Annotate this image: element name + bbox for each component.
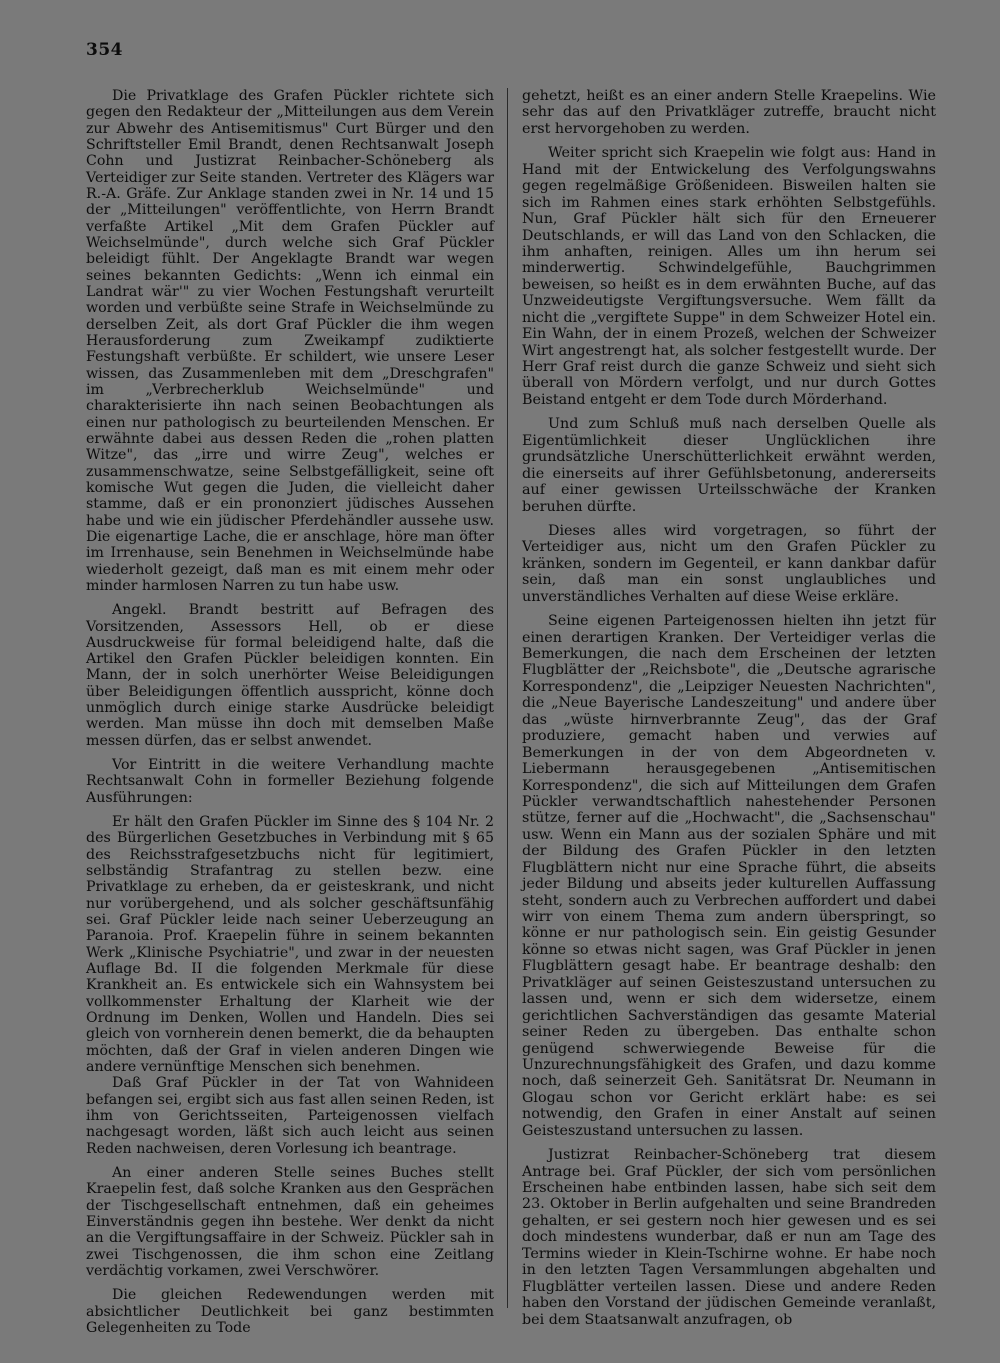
paragraph: Seine eigenen Parteigenossen hielten ihn jetzt für einen derartigen Kranken. Der Verteidiger verlas die Bemerkungen, die nach dem Erscheinen der letzten Flugblätter der „Reichsbote", die „Deutsche agrarische Korrespondenz", die „Leipziger Neuesten Nachrichten", die „Neue Bayerische Landeszeitung" und andere über das „wüste hirnverbrannte Zeug", das der Graf produziere, gemacht haben und verwies auf Bemerkungen in der von dem Abgeordneten v. Liebermann herausgegebenen „Antisemitischen Korrespondenz", die sich auf Mitteilungen dem Grafen Pückler verwandtschaftlich nahestehender Personen stütze, ferner auf die „Hochwacht", die „Sachsenschau" usw. Wenn ein Mann aus der sozialen Sphäre und mit der Bildung des Grafen Pückler in den letzten Flugblättern nicht nur eine Sprache führt, die abseits jeder Bildung und abseits jeder kulturellen Auffassung steht, sondern auch zu Verbrechen auffordert und dabei wirr von einem Thema zum andern überspringt, so könne er nur pathologisch sein. Ein geistig Gesunder könne so etwas nicht sagen, was Graf Pückler in jenen Flugblättern gesagt habe. Er beantrage deshalb: den Privatkläger auf seinen Geisteszustand untersuchen zu lassen und, wenn er sich dem widersetze, einem gerichtlichen Sachverständigen das gesamte Material seiner Reden zu übergeben. Das enthalte schon genügend schwerwiegende Beweise für die Unzurechnungsfähigkeit des Grafen, und dazu komme noch, daß seinerzeit Geh. Sanitätsrat Dr. Neumann in Glogau schon vor Gericht erklärt habe: es sei notwendig, den Grafen in einer Anstalt auf seinen Geisteszustand untersuchen zu lassen. (522, 613, 936, 1139)
paragraph: Er hält den Grafen Pückler im Sinne des § 104 Nr. 2 des Bürgerlichen Gesetzbuches in Verbindung mit § 65 des Reichsstrafgesetzbuchs nicht für legitimiert, selbständig Strafantrag zu stellen bezw. eine Privatklage zu erheben, da er geisteskrank, und nicht nur vorübergehend, und als solcher geschäftsunfähig sei. Graf Pückler leide nach seiner Ueberzeugung an Paranoia. Prof. Kraepelin führe in seinem bekannten Werk „Klinische Psychiatrie", und zwar in der neuesten Auflage Bd. II die folgenden Merkmale für diese Krankheit an. Es entwickele sich ein Wahnsystem bei vollkommenster Erhaltung der Klarheit wie der Ordnung im Denken, Wollen und Handeln. Dies sei gleich von vornherein denen bemerkt, die da behaupten möchten, daß der Graf in vielen anderen Dingen wie andere vernünftige Menschen sich benehmen. (86, 814, 494, 1076)
paragraph: Justizrat Reinbacher-Schöneberg trat diesem Antrage bei. Graf Pückler, der sich vom persönlichen Erscheinen habe entbinden lassen, habe sich seit dem 23. Oktober in Berlin aufgehalten und seine Brandreden gehalten, er sei gestern noch hier gewesen und es sei doch mindestens wunderbar, daß er nun am Tage des Termins wieder in Klein-Tschirne wohne. Er habe noch in den letzten Tagen Versammlungen abgehalten und Flugblätter verteilen lassen. Diese und andere Reden haben den Vorstand der jüdischen Gemeinde veranlaßt, bei dem Staatsanwalt anzufragen, ob (522, 1147, 936, 1328)
column-divider (507, 88, 508, 1308)
paragraph: Vor Eintritt in die weitere Verhandlung machte Rechtsanwalt Cohn in formeller Beziehung folgende Ausführungen: (86, 757, 494, 806)
paragraph: Und zum Schluß muß nach derselben Quelle als Eigentümlichkeit dieser Unglücklichen ihre grundsätzliche Unerschütterlichkeit erwähnt werden, die einerseits auf ihrer Gefühlsbetonung, andererseits auf einer gewissen Urteilsschwäche der Kranken beruhen dürfte. (522, 416, 936, 515)
page-number: 354 (86, 40, 123, 60)
paragraph: Die gleichen Redewendungen werden mit absichtlicher Deutlichkeit bei ganz bestimmten Gelegenheiten zu Tode (86, 1287, 494, 1336)
paragraph: Daß Graf Pückler in der Tat von Wahnideen befangen sei, ergibt sich aus fast allen seinen Reden, ist ihm von Gerichtsseiten, Parteigenossen vielfach nachgesagt worden, läßt sich auch leicht aus seinen Reden nachweisen, deren Vorlesung ich beantrage. (86, 1075, 494, 1157)
paragraph: Dieses alles wird vorgetragen, so führt der Verteidiger aus, nicht um den Grafen Pückler zu kränken, sondern im Gegenteil, er kann dankbar dafür sein, daß man ein sonst unglaubliches und unverständliches Verhalten auf diese Weise erkläre. (522, 522, 936, 605)
left-column (86, 88, 494, 1336)
paragraph: Angekl. Brandt bestritt auf Befragen des Vorsitzenden, Assessors Hell, ob er diese Ausdruckweise für formal beleidigend halte, daß die Artikel den Grafen Pückler beleidigen konnten. Ein Mann, der in solch unerhörter Weise Beleidigungen über Beleidigungen öffentlich ausspricht, könne doch unmöglich durch einige starke Ausdrücke beleidigt werden. Man müsse ihn doch mit demselben Maße messen dürfen, das er selbst anwendet. (86, 602, 494, 749)
paragraph: Die Privatklage des Grafen Pückler richtete sich gegen den Redakteur der „Mitteilungen aus dem Verein zur Abwehr des Antisemitismus" Curt Bürger und den Schriftsteller Emil Brandt, denen Rechtsanwalt Joseph Cohn und Justizrat Reinbacher-Schöneberg als Verteidiger zur Seite standen. Vertreter des Klägers war R.-A. Gräfe. Zur Anklage standen zwei in Nr. 14 und 15 der „Mitteilungen" veröffentlichte, von Herrn Brandt verfaßte Artikel „Mit dem Grafen Pückler auf Weichselmünde", durch welche sich Graf Pückler beleidigt fühlt. Der Angeklagte Brandt war wegen seines bekannten Gedichts: „Wenn ich einmal ein Landrat wär'" zu vier Wochen Festungshaft verurteilt worden und verbüßte seine Strafe in Weichselmünde zu derselben Zeit, als dort Graf Pückler die ihm wegen Herausforderung zum Zweikampf zudiktierte Festungshaft verbüßte. Er schildert, wie unsere Leser wissen, das Zusammenleben mit dem „Dreschgrafen" im „Verbrecherklub Weichselmünde" und charakterisierte ihn nach seinen Beobachtungen als einen nur pathologisch zu beurteilenden Menschen. Er erwähnte dabei aus dessen Reden die „rohen platten Witze", das „irre und wirre Zeug", welches er zusammenschwatze, seine Selbstgefälligkeit, seine oft komische Wut gegen die Juden, die vielleicht daher stamme, daß er ein prononziert jüdisches Aussehen habe und wie ein jüdischer Pferdehändler aussehe usw. Die eigenartige Lache, die er anschlage, höre man öfter im Irrenhause, sein Benehmen in Weichselmünde habe wiederholt gezeigt, daß man es mit einem mehr oder minder harmlosen Narren zu tun habe usw. (86, 88, 494, 594)
paragraph: An einer anderen Stelle seines Buches stellt Kraepelin fest, daß solche Kranken aus den Gesprächen der Tischgesellschaft entnehmen, daß ein geheimes Einverständnis gegen ihn bestehe. Wer denkt da nicht an die Vergiftungsaffaire in der Schweiz. Pückler sah in zwei Tischgenossen, die ihm schon eine Zeitlang verdächtig vorkamen, zwei Verschwörer. (86, 1165, 494, 1279)
paragraph: Weiter spricht sich Kraepelin wie folgt aus: Hand in Hand mit der Entwickelung des Verfolgungswahns gegen regelmäßige Größenideen. Bisweilen halten sie sich im Rahmen eines stark erhöhten Selbstgefühls. Nun, Graf Pückler hält sich für den Erneuerer Deutschlands, er will das Land von den Schlacken, die ihm anhaften, reinigen. Alles um ihn herum sei minderwertig. Schwindelgefühle, Bauchgrimmen beweisen, so heißt es in dem erwähnten Buche, auf das Unzweideutigste Vergiftungsversuche. Wem fällt da nicht die „vergiftete Suppe" in dem Schweizer Hotel ein. Ein Wahn, der in einem Prozeß, welchen der Schweizer Wirt angestrengt hat, als solcher festgestellt wurde. Der Herr Graf reist durch die ganze Schweiz und sieht sich überall von Mördern verfolgt, und nur durch Gottes Beistand entgeht er dem Tode durch Mörderhand. (522, 145, 936, 408)
right-column (522, 88, 936, 1328)
paragraph: gehetzt, heißt es an einer andern Stelle Kraepelins. Wie sehr das auf den Privatkläger zutreffe, braucht nicht erst hervorgehoben zu werden. (522, 88, 936, 137)
